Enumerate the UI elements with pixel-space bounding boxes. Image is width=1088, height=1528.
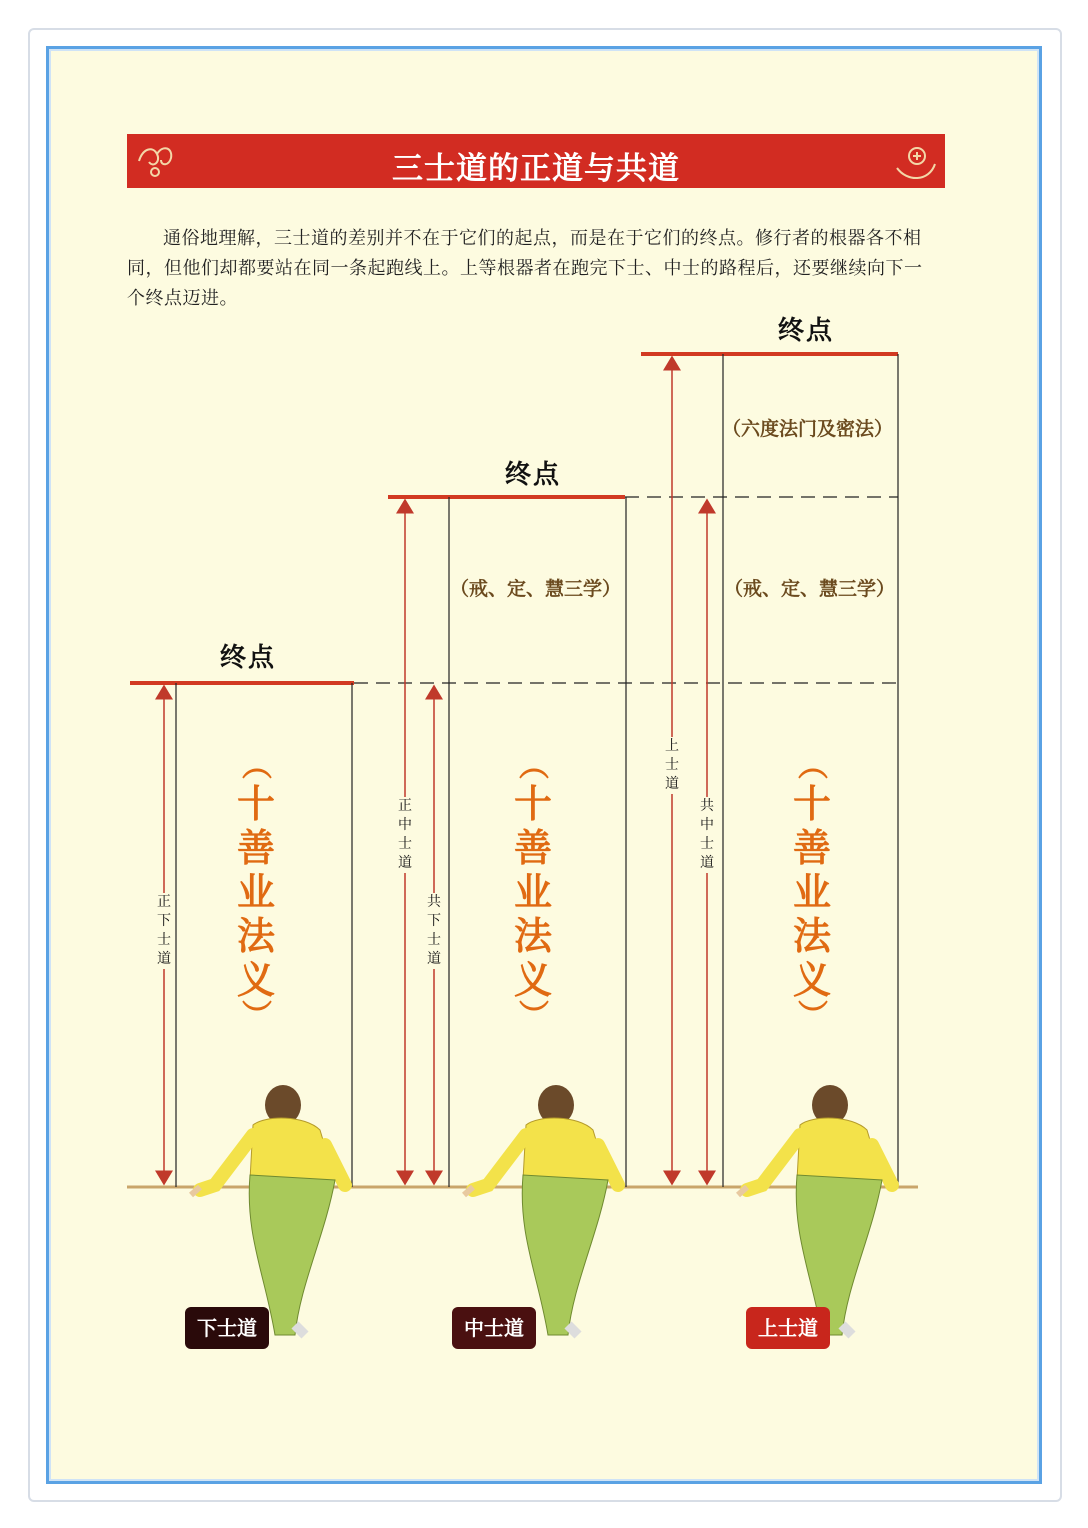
runner-figure-icon bbox=[738, 1085, 892, 1335]
page-title: 三士道的正道与共道 bbox=[392, 151, 680, 187]
path-label-middle-main: 正 中 士 道 bbox=[398, 798, 412, 871]
endpoint-label-middle: 终点 bbox=[505, 460, 562, 490]
endpoint-label-lower: 终点 bbox=[220, 643, 277, 673]
segment-label-upper-six-perfections: （六度法门及密法） bbox=[722, 418, 894, 440]
path-label-upper-common: 共 中 士 道 bbox=[700, 798, 714, 871]
badge-lower-path: 下士道 bbox=[185, 1307, 269, 1349]
path-label-lower-main: 正 下 士 道 bbox=[157, 894, 171, 967]
intro-paragraph: 通俗地理解，三士道的差别并不在于它们的起点，而是在于它们的终点。修行者的根器各不相同，但他们却都要站在同一条起跑线上。上等根器者在跑完下士、中士的路程后，还要继续向下一个终点迈进。 bbox=[127, 228, 923, 309]
segment-label-middle-three-trainings: （戒、定、慧三学） bbox=[450, 578, 622, 600]
segment-label-middle-ten-virtues: ︵ 十 善 业 法 义 ︶ bbox=[513, 749, 554, 1034]
path-label-upper-main: 上 士 道 bbox=[665, 738, 679, 792]
runner-figure-icon bbox=[191, 1085, 345, 1335]
segment-label-upper-ten-virtues: ︵ 十 善 业 法 义 ︶ bbox=[792, 749, 833, 1034]
segment-label-upper-three-trainings: （戒、定、慧三学） bbox=[724, 578, 896, 600]
path-label-middle-common: 共 下 士 道 bbox=[427, 894, 441, 967]
badge-upper-path: 上士道 bbox=[746, 1307, 830, 1349]
segment-label-lower-ten-virtues: ︵ 十 善 业 法 义 ︶ bbox=[236, 749, 277, 1034]
endpoint-label-upper: 终点 bbox=[778, 316, 835, 346]
runner-figure-icon bbox=[464, 1085, 618, 1335]
badge-middle-path: 中士道 bbox=[452, 1307, 536, 1349]
